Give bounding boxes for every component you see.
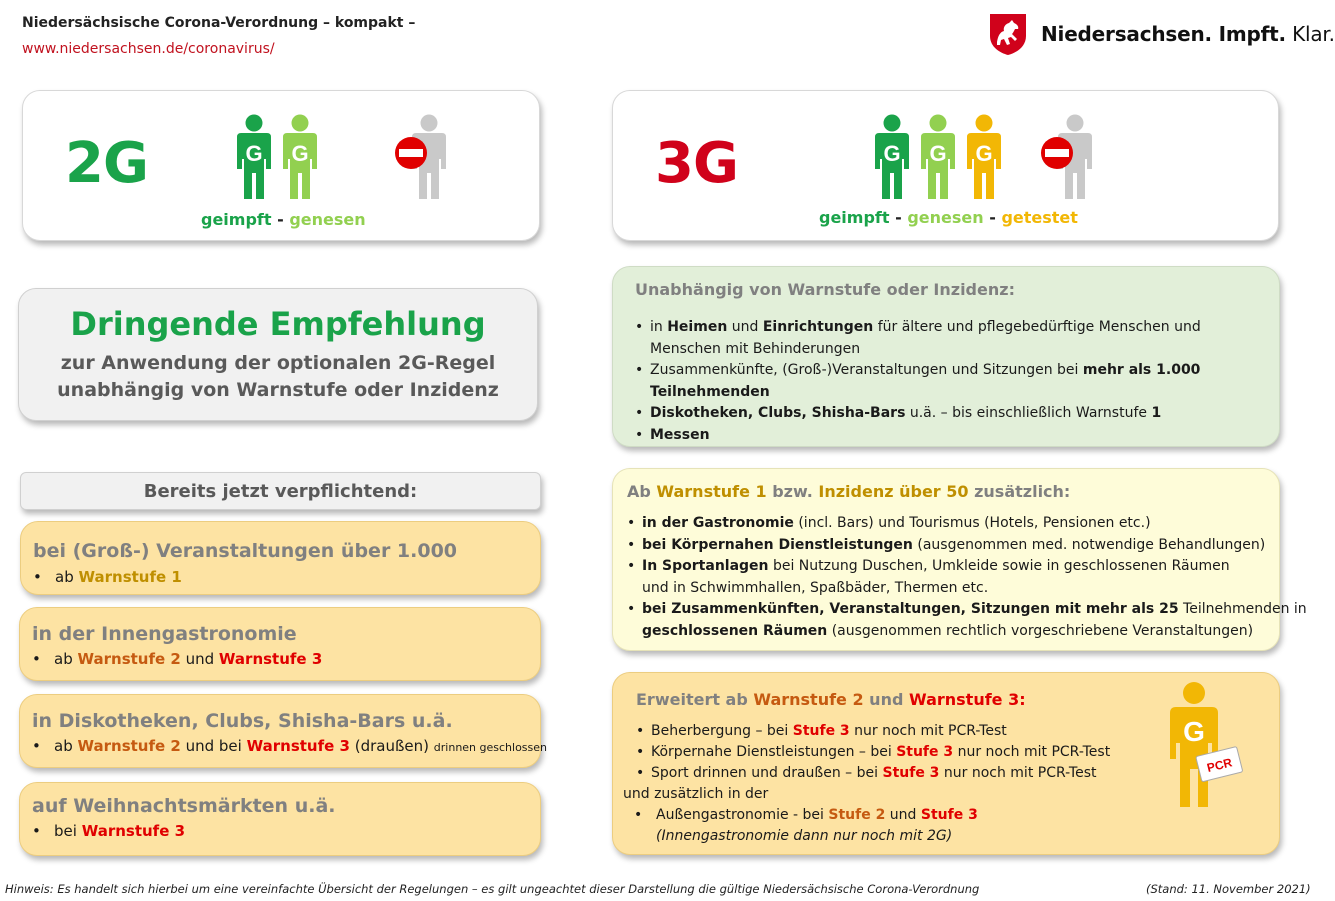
independent-rules-card	[612, 266, 1280, 447]
list-item: • Zusammenkünfte, (Groß-)Veranstaltungen und Sitzungen bei mehr als 1.000	[635, 362, 1201, 378]
caption-recovered: genesen	[289, 210, 366, 229]
mandatory-item-heading: bei (Groß-) Veranstaltungen über 1.000	[33, 540, 458, 562]
header-title: Niedersächsische Corona-Verordnung – kompakt –	[22, 15, 416, 31]
item-text: (incl. Bars) und Tourismus (Hotels, Pensionen etc.)	[793, 515, 1151, 531]
mandatory-item-heading: in der Innengastronomie	[32, 623, 297, 645]
mandatory-item	[20, 521, 541, 595]
item-level: Stufe 3	[792, 723, 850, 739]
person-recovered-icon	[279, 113, 321, 199]
item-bold: in der Gastronomie	[642, 515, 794, 531]
list-item: • bei Körpernahen Dienstleistungen (ausgenommen med. notwendige Behandlungen)	[627, 536, 1266, 553]
detail-note: drinnen geschlossen	[433, 741, 548, 754]
detail-text: ab	[55, 568, 79, 586]
caption-recovered: genesen	[907, 208, 984, 227]
item-bold: Diskotheken, Clubs, Shisha-Bars	[650, 405, 906, 421]
list-item: • Körpernahe Dienstleistungen – bei Stufe 3 nur noch mit PCR-Test	[636, 744, 1111, 760]
brand-logo-regular: Klar.	[1292, 22, 1335, 46]
item-text: und	[727, 319, 763, 335]
item-bold: Teilnehmenden	[650, 383, 770, 400]
bullet: •	[32, 650, 41, 668]
header-url-link[interactable]: www.niedersachsen.de/coronavirus/	[22, 41, 275, 57]
item-text: Sport drinnen und draußen – bei	[651, 765, 883, 781]
list-note: und zusätzlich in der	[623, 786, 769, 802]
person-recovered-icon	[917, 113, 959, 199]
warning-level: Warnstufe 3	[218, 650, 323, 668]
list-item: • Messen	[635, 426, 710, 443]
mandatory-item-detail	[32, 650, 322, 668]
list-note-italic	[636, 826, 1269, 847]
item-bold: geschlossenen Räumen	[642, 622, 828, 639]
mandatory-item	[19, 694, 548, 768]
list-item-continued	[635, 382, 1269, 404]
mandatory-item-detail	[33, 568, 182, 586]
title-highlight: Warnstufe 3:	[908, 690, 1026, 709]
person-tested-icon	[963, 113, 1005, 199]
person-vaccinated-icon	[871, 113, 913, 199]
caption-vaccinated: geimpft	[201, 210, 272, 229]
list-item: • Beherbergung – bei Stufe 3 nur noch mit PCR-Test	[636, 723, 1007, 739]
item-text: für ältere und pflegebedürftige Menschen und	[873, 319, 1201, 335]
detail-text: ab	[54, 650, 78, 668]
item-bold: mehr als 1.000	[1082, 362, 1201, 378]
item-bold: Heimen	[667, 319, 728, 335]
item-text: und	[885, 807, 921, 823]
item-text: Beherbergung – bei	[651, 723, 793, 739]
item-text: Körpernahe Dienstleistungen – bei	[651, 744, 897, 760]
footer-note: Hinweis: Es handelt sich hierbei um eine vereinfachte Übersicht der Regelungen – es gilt ungeachtet dieser Darstellung die gültige Niedersächsische Corona-Verordnung	[5, 882, 980, 896]
detail-text: und	[180, 650, 219, 668]
bullet: •	[32, 737, 41, 755]
detail-text: bei	[54, 822, 82, 840]
list-item-continued	[627, 621, 1269, 643]
mandatory-title: Bereits jetzt verpflichtend:	[143, 481, 418, 502]
item-text: (ausgenommen rechtlich vorgeschriebene Veranstaltungen)	[827, 622, 1254, 639]
list-item: • Sport drinnen und draußen – bei Stufe 3 nur noch mit PCR-Test	[636, 765, 1097, 781]
warning-level: Warnstufe 2	[77, 737, 181, 755]
recommendation-title: Dringende Empfehlung	[70, 305, 486, 343]
item-text: (ausgenommen med. notwendige Behandlungen)	[912, 536, 1266, 553]
list-item: • in Heimen und Einrichtungen für ältere und pflegebedürftige Menschen und	[635, 319, 1201, 335]
item-level: Stufe 3	[896, 744, 954, 760]
warning-level: Warnstufe 3	[81, 822, 186, 840]
list-item: • bei Zusammenkünften, Veranstaltungen, Sitzungen mit mehr als 25 Teilnehmenden in	[627, 601, 1307, 617]
item-bold: 1	[1151, 405, 1162, 421]
item-text: bei Nutzung Duschen, Umkleide sowie in geschlossenen Räumen	[768, 558, 1230, 574]
title-highlight: Inzidenz über 50	[818, 482, 969, 501]
bullet: •	[33, 568, 42, 586]
figure-letter: G	[975, 141, 993, 166]
title-text: und	[863, 690, 909, 709]
extended-rules-card	[612, 672, 1280, 855]
rule-2g-label: 2G	[65, 131, 148, 196]
title-text: Ab	[627, 482, 657, 501]
caption-separator: -	[277, 210, 284, 229]
person-no-entry-icon	[1039, 113, 1099, 199]
caption-vaccinated: geimpft	[819, 208, 890, 227]
item-level: Stufe 3	[920, 807, 978, 823]
list-item-continued: Menschen mit Behinderungen	[650, 340, 861, 357]
item-text: nur noch mit PCR-Test	[849, 723, 1007, 739]
detail-text: und bei	[180, 737, 247, 755]
person-pcr-tested-icon	[1158, 679, 1238, 809]
item-bold: bei Körpernahen Dienstleistungen	[642, 536, 913, 553]
rule-3g-card	[612, 90, 1279, 241]
figure-letter: G	[245, 141, 263, 166]
caption-tested: getestet	[1001, 208, 1078, 227]
list-item: • In Sportanlagen bei Nutzung Duschen, Umkleide sowie in geschlossenen Räumen	[627, 558, 1230, 574]
item-text: in	[650, 319, 668, 335]
warning-level: Warnstufe 2	[77, 650, 181, 668]
item-text: u.ä. – bis einschließlich Warnstufe	[905, 405, 1152, 421]
caption-separator: -	[895, 208, 902, 227]
brand-logo	[988, 12, 1335, 56]
rule-2g-caption	[201, 210, 366, 229]
niedersachsen-horse-crest-icon	[988, 12, 1028, 56]
item-level: Stufe 3	[882, 765, 940, 781]
recommendation-card	[18, 288, 538, 421]
title-text: bzw.	[766, 482, 819, 501]
mandatory-item	[19, 607, 541, 681]
mandatory-item-heading: auf Weihnachtsmärkten u.ä.	[32, 795, 336, 817]
title-text: zusätzlich:	[968, 482, 1071, 501]
warning-level: Warnstufe 1	[78, 568, 182, 586]
title-text: Erweitert ab	[636, 690, 754, 709]
italic-note: (Innengastronomie dann nur noch mit 2G)	[656, 828, 953, 844]
brand-logo-text	[1041, 22, 1335, 46]
item-text: Zusammenkünfte, (Groß-)Veranstaltungen und Sitzungen bei	[650, 362, 1083, 378]
recommendation-line-2: unabhängig von Warnstufe oder Inzidenz	[57, 379, 499, 401]
list-item: • Diskotheken, Clubs, Shisha-Bars u.ä. – bis einschließlich Warnstufe 1	[635, 405, 1162, 421]
independent-rules-title: Unabhängig von Warnstufe oder Inzidenz:	[635, 280, 1015, 299]
list-item-continued: und in Schwimmhallen, Spaßbäder, Thermen etc.	[642, 579, 989, 596]
brand-logo-bold: Niedersachsen. Impft.	[1041, 22, 1286, 46]
figure-letter: G	[929, 141, 947, 166]
title-highlight: Warnstufe 2	[753, 690, 864, 709]
figure-letter: G	[883, 141, 901, 166]
bullet: •	[32, 822, 41, 840]
list-item: • in der Gastronomie (incl. Bars) und Tourismus (Hotels, Pensionen etc.)	[627, 515, 1151, 531]
item-text: Teilnehmenden in	[1178, 601, 1307, 617]
level1-rules-title	[627, 482, 1070, 501]
item-text: Außengastronomie - bei	[656, 807, 829, 823]
item-bold: bei Zusammenkünften, Veranstaltungen, Sitzungen mit mehr als 25	[642, 601, 1179, 617]
rule-3g-label: 3G	[655, 131, 738, 196]
person-vaccinated-icon	[233, 113, 275, 199]
figure-letter: G	[1183, 716, 1205, 747]
mandatory-item-heading: in Diskotheken, Clubs, Shisha-Bars u.ä.	[32, 710, 453, 732]
detail-text: ab	[54, 737, 78, 755]
person-no-entry-icon	[393, 113, 453, 199]
item-bold: Einrichtungen	[762, 319, 874, 335]
warning-level: Warnstufe 3	[246, 737, 350, 755]
rule-3g-caption	[819, 208, 1078, 227]
mandatory-item	[19, 782, 541, 856]
item-text: nur noch mit PCR-Test	[953, 744, 1111, 760]
mandatory-item-detail	[32, 822, 185, 840]
recommendation-line-1: zur Anwendung der optionalen 2G-Regel	[60, 352, 496, 374]
detail-text: (draußen)	[349, 737, 434, 755]
item-level: Stufe 2	[828, 807, 886, 823]
caption-separator: -	[989, 208, 996, 227]
rule-2g-card	[22, 90, 540, 241]
pcr-tag-text: PCR	[1205, 755, 1234, 776]
level1-rules-card	[612, 468, 1307, 651]
list-item: • Außengastronomie - bei Stufe 2 und Stufe 3	[634, 807, 978, 823]
figure-letter: G	[291, 141, 309, 166]
footer-date: (Stand: 11. November 2021)	[1146, 882, 1311, 896]
independent-rules-list	[635, 317, 1269, 446]
level1-rules-list	[627, 513, 1307, 642]
item-text: nur noch mit PCR-Test	[939, 765, 1097, 781]
item-bold: In Sportanlagen	[642, 558, 769, 574]
item-bold: Messen	[650, 426, 710, 443]
extended-rules-title	[636, 690, 1026, 709]
mandatory-item-detail	[32, 737, 547, 755]
mandatory-header-card	[20, 472, 541, 510]
title-highlight: Warnstufe 1	[656, 482, 767, 501]
